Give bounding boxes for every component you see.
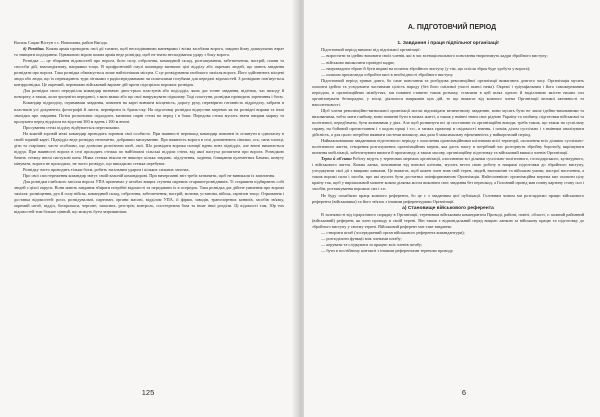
paragraph-text: Командир підрозділу, отримавши завдання, повинен на карті вивчити місцевість, дорогу руху, перевірити готовність підрозділу, забрати в пластиків усі документи, фотографії й листи, перевірити їх бриль-оку. На підготовці розвідки відпустив мертвих як на розвідні вправи та інші знахідки про завдання. Потім розпочинає підходити, визначає парні стежі на перед і в боки. Передова стежа мусить знати напрям маршу та пролукати перед відділом на відстані 300 м вдень і 100 м вночі. — [14, 100, 284, 124]
paragraph — [312, 108, 584, 138]
paragraph-text: Роботу ведуть у теренових мережах організації, охоплюючи всі ділянки суспільно-політичного, господарського, культурного, і військового життя. Кожна ланка, починаючи від низової клітини, мусить вести свою роботу в напрямі підготовки до збройного виступу, узгоджуючи свої дії з вищими ланками. Це вимагає, щоб кожен член знав свій терен, людей, економічні та військові умови, настрої населення, а також ворожі сили і засоби, про які мусить бути достатньо поінформованою Організація. Найголовніше: організаційна мережа має охопити цілу країну так, щоб у вирішальний момент кожна ділянка могла виконати своє завдання без перешкод, а Головний провід мав повну картину стану сил і засобів, розташування ворожих сил і т.п. — [312, 156, 584, 192]
paragraph-text: — бути в постійному контакті з іншими референтами тереново проводу. — [321, 248, 454, 254]
paragraph-text: — розподілити функції між членами штабу; — [321, 236, 402, 242]
paragraph-text: Щоб члени революційно-визвольної організації могли відповідати величезному завданню, вони мусять бути не лише ідейно-вихованими та вихованими, тобто мати глибину, вони повинні бути в межах житті, а також у вмінні знати своє рідною Україну та глибину, підготовки військової та політичної, передбачати, бути активними у діях. Але щоб розвинути всі ці постанови та організаційні виходи, треба також, що також на суспільну справу, на бойовий протистояння і з кодою праці і т.п., в межах практиці в свідомості знання, і поміж ділом суспільно і з вмінням аналізувати дійсність, а для цього потрібно вживати системи вишколу, яка дала б максимальну ефективність у найкоротший період. — [312, 107, 584, 138]
list-item — [312, 248, 584, 254]
paragraph-text: В залежності від ієрархічного порядку в Організації, тереновим військовим командантом Проводі, районі, повіті, області, є: кожний районний (військовий) референт, як член проводу в своїй терені. Він також є відповідальний перед вищою ланкою за військову працю та підготовку до збройного виступу у своєму терені. Військовий референт має таке завдання: — [312, 212, 584, 230]
paragraph-text: — керувати та слідкувати за працею всіх членів штабу; — [321, 242, 423, 248]
subsection-heading: 1. Завдання і праця підпільної організації — [397, 41, 499, 46]
paragraph-text: — виростити та ідейно виховати своїх членів, які в час всенаціонального повстання творитимуть кадри збройного виступу; — [321, 53, 548, 59]
left-page — [0, 0, 296, 417]
paragraph-text: Кожна армія проводить свої дії таємно, щоб несподіваними маневрами і всіма засобами ворога, завдати йому дошкульних втрат та знищити поділдання. Однаковою мірою кожна армія веде розвідку, щоб не знати несподіванок удару з боку ворога. — [14, 46, 284, 58]
paragraph — [14, 179, 284, 215]
paragraph — [312, 78, 584, 108]
paragraph-text: Розвідку часто проводить тільки боєм, робить загальним ударом і кількох сильних загонах. — [23, 166, 190, 172]
right-page-number: 6 — [461, 388, 467, 397]
paragraph — [14, 58, 284, 88]
paragraph — [14, 46, 284, 58]
paragraph-text: На кожній зоровій межі командир проводить зоровим свої особисто. При наявності перешкод командир повинен їх оглянути в одночасну в своїй зоряній карті. Підвідділ веде розвідку непомітно, добравши маскуванню. Про наявність ворога в селі доповнюють сівалки, ось, сина хлопці, діти та старіших; часто особливо, що дозволяє розпізнати шиб, свої. Шо розвідати ворожа позиції вдень повз підвідділ, але вночі вимагається підуда. При наявності ворога в селі проходять стежка по найближчі сільські підділи стіни, від якої пастуха розпитати про ворога. Розвідкою бачить стежку вночі пастухові коня. Ніяка стежка ніколи не виконує кілька завдань: підлучення, ходіння, блищання кулеметних Бачачи, кинуту мінувати, ворота не проходило, не часто розвідує, що випадково стежка перебуває. — [14, 130, 284, 166]
right-page — [304, 0, 600, 417]
paragraph — [14, 100, 284, 124]
paragraph — [312, 156, 584, 192]
paragraph-text: — шляхом пропаганди озбройти масі в необхідності збройного виступу. — [321, 71, 454, 77]
paragraph-text: Просування стежі підділу відбувається перескоками. — [23, 124, 120, 130]
paragraph-text: Розвідка — це збирання відомостей про ворога, його силу, озброєння, командний склад, розташування, забезпечення, настрій, плани та способи дій, взаємодіятиму, напрямки тощо. В профронтовій смузі командир визначає цілі відділу або окремих людей, що мають завдання розвідати про ворога. Така розвідка обмежується лише найтіснішим місцем. С це розвідування глибокого запілля ворога. Його здійснюють місцеві люди або люди, що їх перекидають туди літаками з радіопередавачами чи пошталями голубями для передачі відомостей. З розвідкою пов'язується контррозвідка. Це окремий, переважно військовий варіант дій проти підозрілих ворожих розвідок. — [14, 58, 284, 88]
paragraph-text: — військово вишколити провідні кадри; — [321, 59, 395, 65]
paragraph-text: — нагромадити зброю й бути вправі на початок збройного виступу (у тім, що опісля зброя буде здобута у ворога); — [321, 65, 531, 71]
paragraph-text: Не буду похибкою праця кожного референта, бо це є з завданням цієї публікації. Головним чином ми розглядаємо працю військового референта (військовика) та його зв'язок з іншими референтурами Організації. — [312, 192, 584, 204]
signature-line: Василь Сацак-Вістун з с. Новошина, район Виґода. — [14, 40, 108, 45]
right-page-text — [312, 40, 584, 254]
paragraph — [14, 88, 284, 100]
paragraph-lead: Терен й об'єкти — [321, 156, 353, 162]
paragraph-text: Для розвідки глибокого запілля ворога УПА призначає у штабах вищих ступеня окремих старшин-розвідників. Ті старшини підбирають собі людей з цілої округи. Вони мають завдання збирати потрібні відомості та передавати їх в осередок. Така розвідка дає дійсне уявлення про ворожі запілля: розміщення, рух й силу військ, командний склад, озброєння, забезпечення, настрій, мотиви, установи, військ, гарнізон тощо. Отримання і доставка відомостей: роси, розвідувальні, партизан, органи масові, відділом УПА, її фірми, заводів, транспортних конвоїв, засобів зв'язку, окремий штаб, відділ, боєприпаси, чергове; запасних, реєстрів; контроль, спостережна база та інше інші розділи. Ці відомості там, 30р тих відомостей тим більше цінний, що можуть бути затриманіши. — [14, 179, 284, 215]
paragraph-text: Підготовчий період вимагає від підпільної організації: — [321, 47, 421, 53]
paragraph-text: Підготовчий період триває довго, бо саме повстання та розбудова революційної організації вимагають довгого часу. Організація мусить охопити ідейно та усвідомити частинами цілість народу (без його сміливої участі шансі нема). Окремі і тріумфальним і його самокерованим періодом, в організаційних міжбуттях, ми повинні ставити також розмаху, ставлячи в цей шлях одного й наділливою якістю наших сил організовувати безпорадно, у місці, діяльнося напрямків цих дій, то що вимагає від кожного члена Організації великої активності та наполегливості. — [312, 77, 584, 107]
paragraph-text: — створити штаб (зосереджений орган військового референта командантури); — [321, 230, 465, 236]
left-page-number: 125 — [141, 388, 155, 397]
left-page-text — [14, 40, 284, 215]
paragraph — [312, 138, 584, 156]
paragraph-text: Про свої спостереження командир звітує своїй власній командирові. При вичерпанні звіт треба зазначити, щоб не виникали їх запитання. — [23, 173, 276, 179]
subsection-heading: а) Становище військового референта — [402, 205, 494, 211]
section-title: А. ПІДГОТОВЧИЙ ПЕРІОД — [407, 24, 497, 31]
paragraph — [312, 212, 584, 230]
paragraph-text: Для розвідки свого передпілля командир визначає двох-трьох пластунів або поділдділ, яких дає точне завдання, відтінок, час виходу й повороту, а також, коли зрозуміти переданої, з ваги важко або що свої напружувати підшихву. Тоді пластуни, розвідки проводить зорениння і боєм. — [14, 88, 284, 100]
paragraph — [14, 131, 284, 167]
paragraph-lead: д) Розвідка. — [23, 46, 46, 52]
paragraph-text: Найважливішими завданнями підготовчого періоду є охоплення організаційними клітинами всієї території, охоплення всіх ділянок суспільно-політичного життя, створення розгалужених організаційних мереж, яка дасть змогу в потрібний час розгорнути збройну боротьбу, вирішувати питання мобілізації, забезпечувати вимоги й пропаганду, а також масову, організаційну підготовку та військовий вишкіл членів Організації. — [312, 138, 584, 156]
paragraph — [312, 193, 584, 205]
